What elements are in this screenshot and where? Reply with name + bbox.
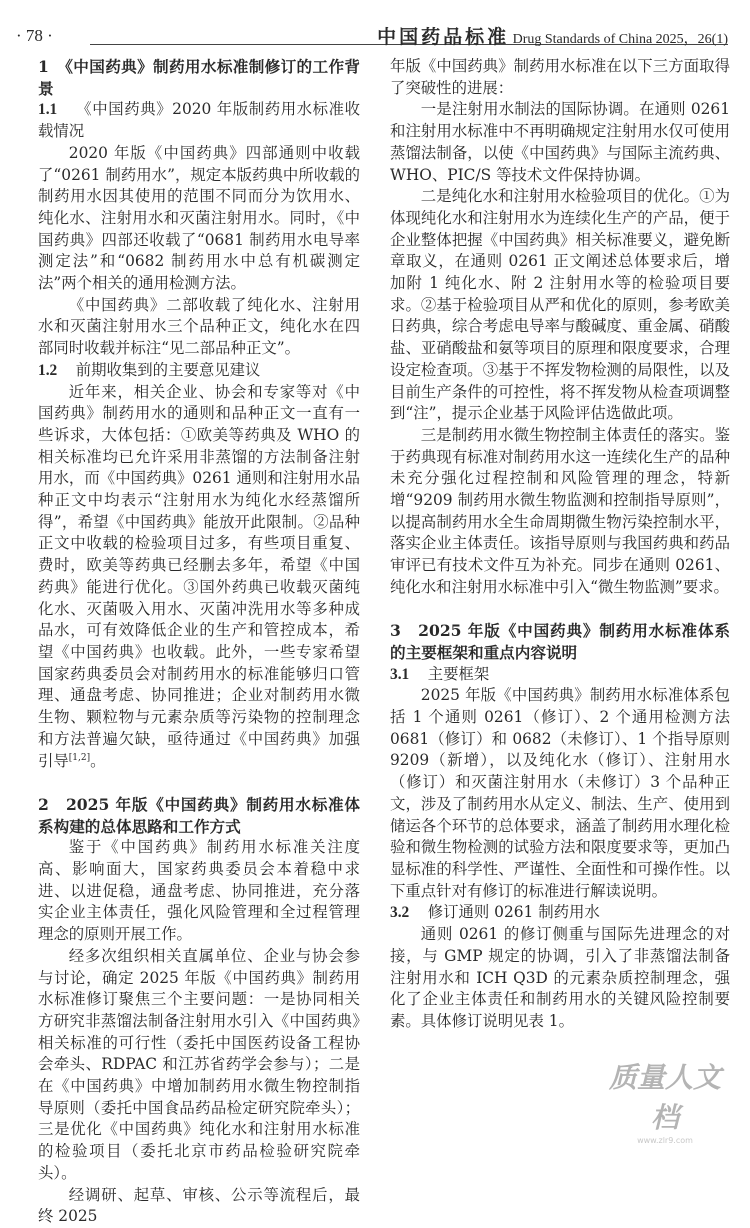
paragraph-continued: 年版《中国药典》制药用水标准在以下三方面取得了突破性的进展： [390,57,730,97]
section-2-heading: 2 2025 年版《中国药典》制药用水标准体系构建的总体思路和工作方式 [38,794,360,836]
paragraph [38,382,360,773]
heading-number: 3.2 [390,904,410,922]
heading-number: 1.2 [38,361,58,379]
spacer [38,772,360,794]
citation: [1,2] [68,752,91,763]
section-1-heading: 1 《中国药典》制药用水标准制修订的工作背景 [38,57,360,98]
paragraph: 经调研、起草、审核、公示等流程后，最终 2025 [38,1185,360,1226]
heading-number: 3.1 [390,665,410,683]
paragraph: 通则 0261 的修订侧重与国际先进理念的对接，与 GMP 规定的协调，引入了非蒸馏法制备注射用水和 ICH Q3D 的元素杂质控制理念，强化了企业主体责任和制药用水的关键风险控制要素。具体修订说明见表 1。 [390,925,730,1030]
heading-text: 《中国药典》2020 年版制药用水标准收载情况 [38,100,360,141]
paragraph: 经多次组织相关直属单位、企业与协会参与讨论，确定 2025 年版《中国药典》制药用水标准修订聚焦三个主要问题：一是协同相关方研究非蒸馏法制备注射用水引入《中国药典》相关标准的可行性（委托中国医药设备工程协会牵头、RDPAC 和江苏省药学会参与）；二是在《中国药典》中增加制药用水微生物控制指导原则（委托中国食品药品检定研究院牵头）；三是优化《中国药典》纯化水和注射用水标准的检验项目（委托北京市药品检验研究院牵头）。 [38,946,360,1182]
section-1-1-heading [38,99,360,142]
watermark-url: www.zlr9.com [637,1136,693,1145]
section-1-2-heading [38,360,360,382]
section-3-2-heading [390,902,730,924]
heading-text: 前期收集到的主要意见建议 [75,360,261,379]
journal-header [377,22,728,49]
section-3-heading: 3 2025 年版《中国药典》制药用水标准体系的主要框架和重点内容说明 [390,621,730,662]
journal-title-en: Drug Standards of China 2025，26(1) [509,32,728,47]
heading-number: 1.1 [38,101,58,119]
spacer [390,599,730,621]
watermark-text: 质量人文档 [608,1061,721,1134]
paragraph: 2025 年版《中国药典》制药用水标准体系包括 1 个通则 0261（修订）、2 个通用检测方法 0681（修订）和 0682（未修订）、1 个指导原则 9209（新增），以及纯化水（修订）、注射用水（修订）和灭菌注射用水（未修订）3 个品种正文，涉及了制药用水从定义、制法、生产、使用到储运各个环节的总体要求，涵盖了制药用水理化检验和微生物检测的试验方法和限度要求等，更加凸显标准的科学性、严谨性、全面性和可操作性。以下重点针对有修订的标准进行解读说明。 [390,686,730,900]
page-number: · 78 · [16,26,53,45]
journal-title-cn: 中国药品标准 [377,26,510,48]
paragraph-end: 。 [90,751,106,770]
paragraph: 2020 年版《中国药典》四部通则中收载了“0261 制药用水”，规定本版药典中所收载的制药用水因其使用的范围不同而分为饮用水、纯化水、注射用水和灭菌注射用水。同时，《中国药典》四部还收载了“0681 制药用水电导率测定法”和“0682 制药用水中总有机碳测定法”两个相关的通用检测方法。 [38,143,360,293]
paragraph: 三是制药用水微生物控制主体责任的落实。鉴于药典现有标准对制药用水这一连续化生产的品种未充分强化过程控制和风险管理的理念，特新增“9209 制药用水微生物监测和控制指导原则”，以提高制药用水全生命周期微生物污染控制水平，落实企业主体责任。该指导原则与我国药典和药品审评已有技术文件互为补充。同步在通则 0261、纯化水和注射用水标准中引入“微生物监测”要求。 [390,425,730,596]
heading-text: 主要框架 [427,664,490,683]
paragraph: 一是注射用水制法的国际协调。在通则 0261 和注射用水标准中不再明确规定注射用水仅可使用蒸馏法制备，以使《中国药典》与国际主流药典、WHO、PIC/S 等技术文件保持协调。 [390,100,730,184]
heading-text: 修订通则 0261 制药用水 [427,903,600,922]
paragraph-text: 近年来，相关企业、协会和专家等对《中国药典》制药用水的通则和品种正文一直有一些诉求，大体包括：①欧美等药典及 WHO 的相关标准均已允许采用非蒸馏的方法制备注射用水，而《中国药典》0261 通则和注射用水品种正文中均表示“注射用水为纯化水经蒸馏所得”，希望《中国药典》能放开此限制。②品种正文中收载的检验项目过多，有些项目重复、费时，欧美等药典已经删去多年，希望《中国药典》能进行优化。③国外药典已收载灭菌纯化水、灭菌吸入用水、灭菌冲洗用水等多种成品水，可有效降低企业的生产和管控成本，希望《中国药典》也收载。此外，一些专家希望国家药典委员会对制药用水的标准能够归口管理、通盘考虑、协同推进；企业对制药用水微生物、颗粒物与元素杂质等污染物的控制理念和方法普遍欠缺，亟待通过《中国药典》加强引导 [38,382,360,770]
right-column [390,56,730,1033]
paragraph: 鉴于《中国药典》制药用水标准关注度高、影响面大，国家药典委员会本着稳中求进、以进促稳，通盘考虑、协同推进，充分落实企业主体责任，强化风险管理和全过程管理理念的原则开展工作。 [38,838,360,944]
paragraph: 《中国药典》二部收载了纯化水、注射用水和灭菌注射用水三个品种正文，纯化水在四部同时收载并标注“见二部品种正文”。 [38,295,360,358]
left-column [38,56,360,1228]
section-3-1-heading [390,664,730,686]
paragraph: 二是纯化水和注射用水检验项目的优化。①为体现纯化水和注射用水为连续化生产的产品，便于企业整体把握《中国药典》相关标准要义，避免断章取义，在通则 0261 正文阐述总体要求后，增加附 1 纯化水、附 2 注射用水等的检验项目要求。②基于检验项目从严和优化的原则，参考欧美日药典，综合考虑电导率与酸碱度、重金属、硝酸盐、亚硝酸盐和氨等项目的原理和限度要求，合理设定检查项。③基于不挥发物检测的局限性，以及目前生产条件的可控性，将不挥发物从检查项调整到“注”，提示企业基于风险评估选做此项。 [390,187,730,423]
watermark-logo [600,1056,730,1145]
